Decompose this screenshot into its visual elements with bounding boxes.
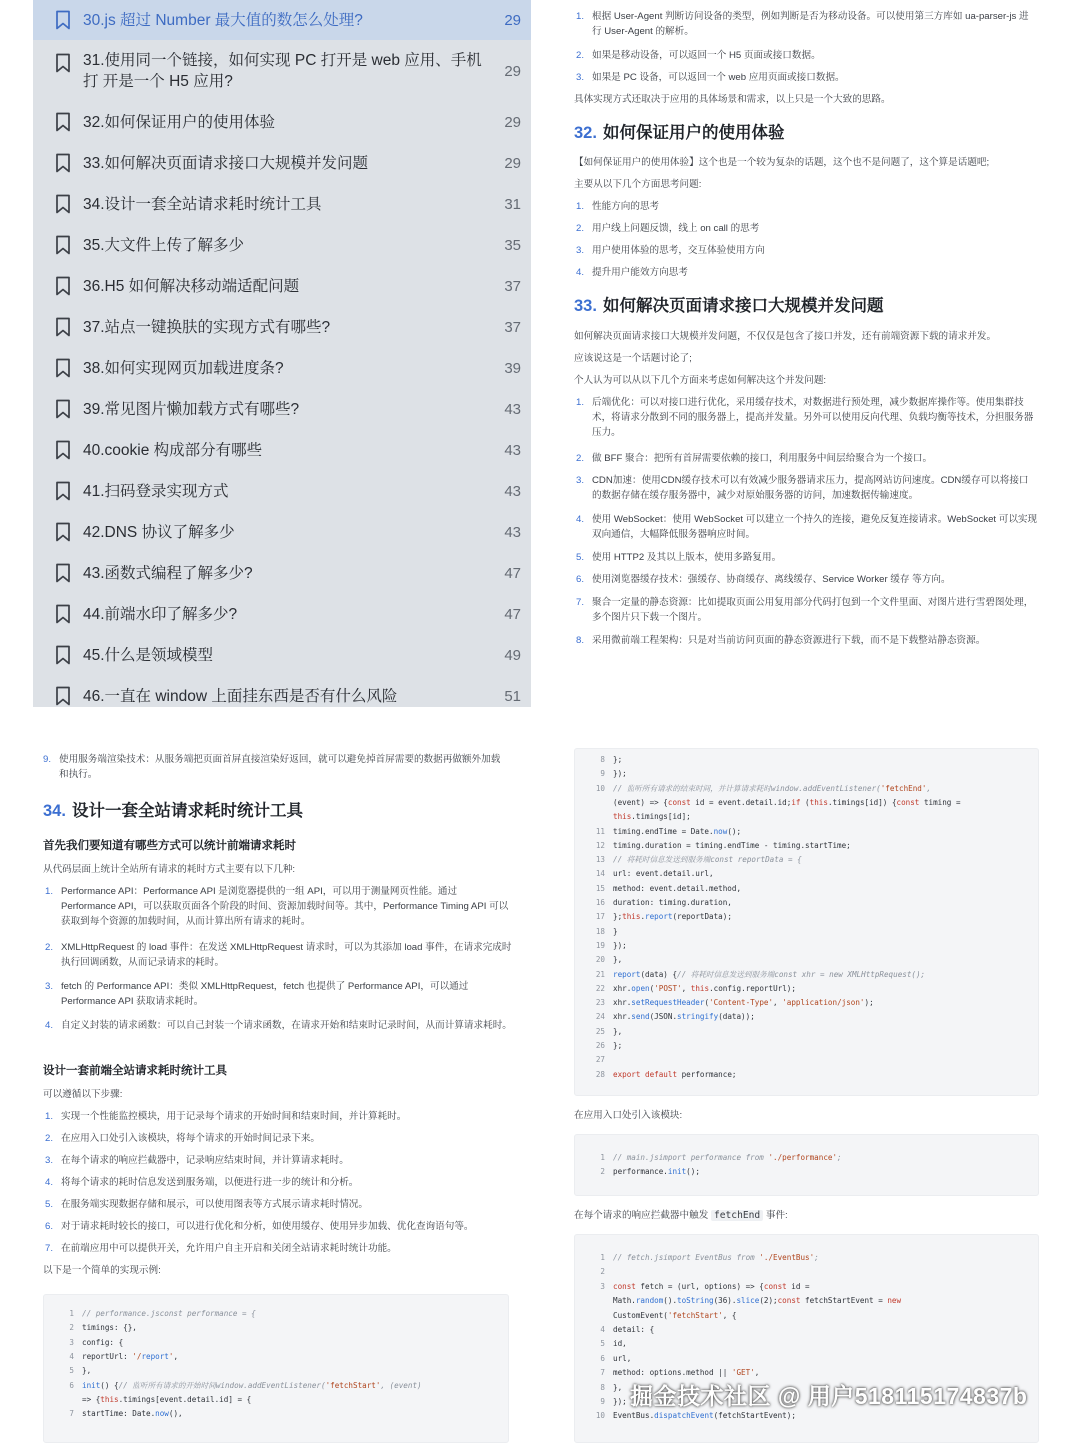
toc-item[interactable]: [33, 635, 531, 675]
list-item: 2. 做 BFF 聚合：把所有首屏需要依赖的接口，利用服务中间层给聚合为一个接口。: [576, 453, 933, 464]
line-number: 10: [595, 1411, 605, 1421]
code-text: EventBus.dispatchEvent(fetchStartEvent);: [613, 1411, 796, 1421]
toc-item-title: 46.一直在 window 上面挂东西是否有什么风险: [83, 687, 398, 705]
paragraph: 从代码层面上统计全站所有请求的耗时方式主要有以下几种:: [43, 864, 296, 875]
code-text: => {this.timings[event.detail.id] = {: [82, 1394, 252, 1404]
bookmark-icon: [55, 10, 71, 30]
toc-item-title: 40.cookie 构成部分有哪些: [83, 441, 263, 459]
toc-item[interactable]: [33, 430, 531, 470]
line-number: 3: [69, 1337, 74, 1347]
toc-item-page: 29: [504, 113, 521, 131]
bookmark-icon: [55, 276, 71, 296]
code-text: const fetch = (url, options) => {const id =: [613, 1281, 810, 1291]
line-number: 9: [600, 769, 605, 779]
toc-item-title: 31.使用同一个链接，如何实现 PC 打开是 web 应用、手机打 开是一个 H5 应用?: [83, 52, 482, 90]
toc-item-title: 39.常见图片懒加载方式有哪些?: [83, 400, 300, 418]
line-number: 5: [600, 1339, 605, 1349]
sub-heading: 首先我们要知道有哪些方式可以统计前端请求耗时: [43, 840, 296, 852]
code-text: });: [613, 940, 627, 950]
toc-item-page: 47: [504, 564, 521, 582]
list-item: 8. 采用微前端工程架构：只是对当前访问页面的静态资源进行下载，而不是下载整站静态资源。: [576, 635, 986, 646]
list-item-text: 如果是 PC 设备，可以返回一个 web 应用页面或接口数据。: [592, 72, 845, 83]
line-number: 12: [595, 840, 605, 850]
toc-item-title: 34.设计一套全站请求耗时统计工具: [83, 195, 322, 213]
bookmark-icon: [55, 645, 71, 665]
bookmark-icon: [55, 317, 71, 337]
toc-item-page: 43: [504, 441, 521, 459]
bookmark-icon: [55, 440, 71, 460]
list-item: 6. 使用浏览器缓存技术：强缓存、协商缓存、离线缓存、Service Worker 缓存 等方向。: [576, 574, 951, 585]
code-text: });: [613, 769, 627, 779]
code-text: }: [613, 926, 618, 936]
line-number: 10: [595, 783, 605, 793]
line-number: 20: [595, 955, 605, 965]
toc-item-page: 43: [504, 400, 521, 418]
line-number: 11: [595, 826, 605, 836]
code-text: performance.init();: [613, 1167, 700, 1177]
list-item: 4. 使用 WebSocket：使用 WebSocket 可以建立一个持久的连接，避免反复连接请求。WebSocket 可以实现双向通信，大幅降低服务器响应时间。: [576, 514, 1038, 540]
toc-item-title: 37.站点一键换肤的实现方式有哪些?: [83, 318, 331, 336]
toc-item[interactable]: [33, 348, 531, 388]
code-text: export default performance;: [613, 1069, 737, 1079]
code-text: detail: {: [613, 1325, 655, 1334]
line-number: 8: [600, 755, 605, 764]
code-block: [574, 1134, 1039, 1196]
list-item: 9. 使用服务端渲染技术：从服务端把页面首屏直接渲染好返回，就可以避免掉首屏需要的数据再做额外加载和执行。: [43, 754, 501, 780]
code-text: timing.duration = timing.endTime - timing.startTime;: [613, 840, 851, 850]
sub-heading: 设计一套前端全站请求耗时统计工具: [43, 1065, 227, 1077]
code-text: Math.random().toString(36).slice(2);const fetchStartEvent = new: [613, 1296, 902, 1306]
line-number: 25: [595, 1026, 605, 1036]
code-text: this.timings[id];: [613, 812, 691, 822]
paragraph: 【如何保证用户的使用体验】这个也是一个较为复杂的话题，这个也不是问题了，这个算是话题吧;: [574, 157, 990, 168]
code-text: timings: {},: [82, 1323, 137, 1333]
list-item: 1. 根据 User-Agent 判断访问设备的类型，例如判断是否为移动设备。可以使用第三方库如 ua-parser-js 进行 User-Agent 的解析。: [576, 9, 1036, 39]
line-number: 19: [595, 940, 605, 950]
toc-item-title: 32.如何保证用户的使用体验: [83, 113, 276, 131]
line-number: 7: [600, 1368, 605, 1378]
list-item: 2. 在应用入口处引入该模块，将每个请求的开始时间记录下来。: [45, 1133, 321, 1144]
list-item: 1. 实现一个性能监控模块，用于记录每个请求的开始时间和结束时间，并计算耗时。: [45, 1111, 407, 1122]
document-page-bottom-right: [549, 728, 1047, 1443]
line-number: 27: [595, 1055, 605, 1065]
code-text: },: [82, 1366, 92, 1376]
toc-item-page: 47: [504, 605, 521, 623]
toc-item-title: 45.什么是领域模型: [83, 646, 214, 664]
line-number: 21: [595, 969, 605, 979]
code-block: [574, 748, 1039, 1096]
paragraph: 在应用入口处引入该模块:: [574, 1108, 1039, 1123]
code-text: // 监听所有请求的结束时间，并计算请求耗时window.addEventListener('fetchEnd',: [613, 783, 932, 793]
code-text: xhr.open('POST', this.config.reportUrl);: [613, 983, 796, 993]
code-text: url: event.detail.url,: [613, 869, 714, 879]
paragraph: 应该说这是一个话题讨论了;: [574, 353, 692, 364]
toc-panel: [33, 0, 531, 707]
toc-item-title: 36.H5 如何解决移动端适配问题: [83, 277, 300, 295]
list-item: 7. 在前端应用中可以提供开关，允许用户自主开启和关闭全站请求耗时统计功能。: [45, 1243, 397, 1254]
code-text: method: event.detail.method,: [613, 883, 742, 893]
toc-item-title: 30.js 超过 Number 最大值的数怎么处理?: [83, 11, 363, 29]
code-text: },: [613, 955, 623, 965]
toc-item[interactable]: [33, 225, 531, 265]
code-text: };: [613, 1041, 623, 1050]
section-heading-34: 34. 设计一套全站请求耗时统计工具: [43, 802, 303, 820]
list-item: 1. 后端优化：可以对接口进行优化，采用缓存技术，对数据进行预处理，减少数据库操作等。使用集群技术，将请求分散到不同的服务器上，提高并发量。另外可以使用反向代理、负载均衡等技术，分担服务器压力。: [576, 397, 1034, 438]
toc-item-page: 49: [504, 646, 521, 664]
code-text: id,: [613, 1339, 627, 1349]
code-text: method: options.method || 'GET',: [613, 1368, 760, 1378]
toc-item-title: 38.如何实现网页加载进度条?: [83, 359, 284, 377]
code-text: },: [613, 1026, 623, 1036]
paragraph: 可以遵循以下步骤:: [43, 1089, 123, 1100]
toc-item-page: 51: [504, 687, 521, 705]
line-number: 23: [595, 998, 605, 1008]
toc-item[interactable]: [33, 389, 531, 429]
line-number: 18: [595, 926, 605, 936]
paragraph: 以下是一个简单的实现示例:: [43, 1265, 161, 1276]
line-number: 4: [69, 1351, 74, 1361]
code-text: timing.endTime = Date.now();: [613, 826, 742, 836]
bookmark-icon: [55, 604, 71, 624]
paragraph: [574, 1208, 1039, 1223]
toc-item-title: 43.函数式编程了解多少?: [83, 564, 253, 582]
watermark: 掘金技术社区 @ 用户518115174837b: [630, 1383, 1028, 1409]
toc-item-page: 29: [504, 154, 521, 172]
line-number: 4: [600, 1325, 605, 1334]
document-page-top-right: [548, 0, 1048, 710]
code-text: // 将耗时信息发送到服务端const reportData = {: [613, 855, 802, 865]
code-text: url,: [613, 1353, 632, 1363]
bookmark-icon: [55, 563, 71, 583]
toc-item[interactable]: [33, 266, 531, 306]
line-number: 5: [69, 1366, 74, 1376]
list-item: 1. Performance API：Performance API 是浏览器提供的一组 API，可以用于测量网页性能。通过 Performance API，可以获取页面各个阶段的时间、资源加载时间等。其中，Performance Timing API 可以获取到每个资源的加载时间，从而计算出所有请求的耗时。: [45, 886, 509, 927]
list-item: 3. CDN加速：使用CDN缓存技术可以有效减少服务器请求压力，提高网站访问速度。CDN缓存可以将接口的数据存储在缓存服务器中，减少对原始服务器的访问，加速数据传输速度。: [576, 475, 1029, 501]
code-text: init() {// 监听所有请求的开始时间window.addEventListener('fetchStart', (event): [82, 1380, 422, 1390]
line-number: 16: [595, 898, 605, 907]
list-item: 4. 提升用户能效方向思考: [576, 267, 688, 278]
line-number: 1: [600, 1253, 605, 1262]
document-page-bottom-left: [33, 728, 533, 1443]
code-text: startTime: Date.now(),: [82, 1409, 183, 1419]
bookmark-icon: [55, 53, 71, 73]
line-number: 6: [600, 1353, 605, 1363]
list-item-text: 根据 User-Agent 判断访问设备的类型，例如判断是否为移动设备。可以使用第三方库如 ua-parser-js 进行 User-Agent 的解析。: [592, 11, 1029, 37]
paragraph: 具体实现方式还取决于应用的具体场景和需求，以上只是一个大致的思路。: [574, 94, 891, 105]
code-text: xhr.setRequestHeader('Content-Type', 'application/json');: [613, 998, 874, 1008]
toc-item[interactable]: [33, 184, 531, 224]
list-item: 2. 如果是移动设备，可以返回一个 H5 页面或接口数据。: [576, 48, 1036, 63]
code-text: CustomEvent('fetchStart', {: [613, 1310, 737, 1320]
list-item: 1. 性能方向的思考: [576, 201, 660, 212]
toc-item[interactable]: [33, 471, 531, 511]
bookmark-icon: [55, 399, 71, 419]
bookmark-icon: [55, 686, 71, 706]
paragraph: 如何解决页面请求接口大规模并发问题，不仅仅是包含了接口并发，还有前端资源下载的请求并发。: [574, 331, 997, 342]
line-number: 3: [600, 1281, 605, 1291]
toc-item[interactable]: [33, 512, 531, 552]
code-text: // fetch.jsimport EventBus from './EventBus';: [613, 1253, 819, 1262]
line-number: 15: [595, 883, 605, 893]
toc-item[interactable]: [33, 0, 531, 40]
list-item: 7. 聚合一定量的静态资源：比如提取页面公用复用部分代码打包到一个文件里面、对图片进行雪碧图处理，多个图片只下载一个图片。: [576, 597, 1034, 623]
toc-item-title: 33.如何解决页面请求接口大规模并发问题: [83, 154, 369, 172]
list-item: 2. 用户线上问题反馈，线上 on call 的思考: [576, 223, 760, 234]
toc-item[interactable]: [33, 42, 531, 100]
line-number: 1: [600, 1153, 605, 1162]
code-text: // main.jsimport performance from './performance';: [613, 1153, 842, 1162]
list-item: 6. 对于请求耗时较长的接口，可以进行优化和分析，如使用缓存、使用异步加载、优化查询语句等。: [45, 1221, 474, 1232]
line-number: 2: [600, 1167, 605, 1177]
line-number: 8: [600, 1382, 605, 1392]
code-text: report(data) {// 将耗时信息发送到服务端const xhr = new XMLHttpRequest();: [613, 969, 926, 979]
bookmark-icon: [55, 235, 71, 255]
list-item: 3. 如果是 PC 设备，可以返回一个 web 应用页面或接口数据。: [576, 70, 1036, 85]
bookmark-icon: [55, 194, 71, 214]
toc-item-page: 39: [504, 359, 521, 377]
line-number: 9: [600, 1397, 605, 1406]
line-number: 17: [595, 912, 605, 922]
toc-item-title: 41.扫码登录实现方式: [83, 482, 229, 500]
toc-item[interactable]: [33, 676, 531, 707]
line-number: 7: [69, 1409, 74, 1419]
paragraph: 主要从以下几个方面思考问题:: [574, 179, 702, 190]
line-number: 26: [595, 1041, 605, 1050]
code-text: },: [613, 1382, 623, 1392]
toc-item-page: 43: [504, 482, 521, 500]
toc-item[interactable]: [33, 553, 531, 593]
bookmark-icon: [55, 481, 71, 501]
code-text: };: [613, 755, 623, 764]
list-item: 4. 将每个请求的耗时信息发送到服务端，以便进行进一步的统计和分析。: [45, 1177, 359, 1188]
line-number: 2: [69, 1323, 74, 1333]
inline-code: fetchEnd: [711, 1210, 763, 1221]
code-text: };this.report(reportData);: [613, 912, 732, 922]
list-item: 5. 在服务端实现数据存储和展示，可以使用图表等方式展示请求耗时情况。: [45, 1199, 368, 1210]
toc-item-page: 29: [504, 62, 521, 80]
bookmark-icon: [55, 522, 71, 542]
line-number: 14: [595, 869, 605, 879]
toc-item-page: 35: [504, 236, 521, 254]
list-item: 3. fetch 的 Performance API：类似 XMLHttpRequest，fetch 也提供了 Performance API，可以通过 Performance API 获取请求耗时。: [45, 981, 469, 1007]
paragraph-text: 事件:: [765, 1210, 788, 1221]
toc-item-page: 43: [504, 523, 521, 541]
line-number: 6: [69, 1380, 74, 1390]
line-number: 13: [595, 855, 605, 865]
line-number: 24: [595, 1012, 605, 1022]
line-number: 1: [69, 1309, 74, 1318]
bookmark-icon: [55, 358, 71, 378]
list-item: 4. 自定义封装的请求函数：可以自己封装一个请求函数，在请求开始和结束时记录时间，从而计算请求耗时。: [45, 1020, 512, 1031]
list-item-text: 如果是移动设备，可以返回一个 H5 页面或接口数据。: [592, 50, 821, 61]
code-block: [43, 1294, 509, 1443]
toc-item-title: 35.大文件上传了解多少: [83, 236, 245, 254]
bookmark-icon: [55, 153, 71, 173]
code-text: config: {: [82, 1337, 124, 1347]
toc-item-title: 44.前端水印了解多少?: [83, 605, 238, 623]
code-text: duration: timing.duration,: [613, 898, 732, 907]
paragraph: 个人认为可以从以下几个方面来考虑如何解决这个并发问题:: [574, 375, 827, 386]
code-block: [574, 1234, 1039, 1443]
toc-item[interactable]: [33, 143, 531, 183]
code-text: xhr.send(JSON.stringify(data));: [613, 1012, 755, 1022]
code-text: // performance.jsconst performance = {: [82, 1309, 256, 1318]
code-text: });: [613, 1397, 627, 1406]
list-item: 5. 使用 HTTP2 及其以上版本，使用多路复用。: [576, 552, 782, 563]
list-item: 3. 用户使用体验的思考，交互体验使用方向: [576, 245, 765, 256]
line-number: 22: [595, 983, 605, 993]
section-heading-33: 33. 如何解决页面请求接口大规模并发问题: [574, 297, 884, 315]
toc-item-page: 31: [504, 195, 521, 213]
toc-item-page: 37: [504, 318, 521, 336]
toc-item[interactable]: [33, 594, 531, 634]
toc-item[interactable]: [33, 102, 531, 142]
list-item: 3. 在每个请求的响应拦截器中，记录响应结束时间，并计算请求耗时。: [45, 1155, 349, 1166]
toc-item-title: 42.DNS 协议了解多少: [83, 523, 235, 541]
code-text: reportUrl: '/report',: [82, 1351, 179, 1361]
toc-item[interactable]: [33, 307, 531, 347]
list-item: 2. XMLHttpRequest 的 load 事件：在发送 XMLHttpRequest 请求时，可以为其添加 load 事件，在请求完成时执行回调函数，从而记录请求的耗时。: [45, 942, 512, 968]
toc-item-page: 37: [504, 277, 521, 295]
bookmark-icon: [55, 112, 71, 132]
line-number: 28: [595, 1069, 605, 1079]
line-number: 2: [600, 1267, 605, 1277]
toc-item-page: 29: [504, 11, 521, 29]
paragraph-text: 在每个请求的响应拦截器中触发: [574, 1210, 709, 1221]
code-text: (event) => {const id = event.detail.id;if (this.timings[id]) {const timing =: [613, 797, 961, 807]
section-heading-32: 32. 如何保证用户的使用体验: [574, 124, 785, 142]
